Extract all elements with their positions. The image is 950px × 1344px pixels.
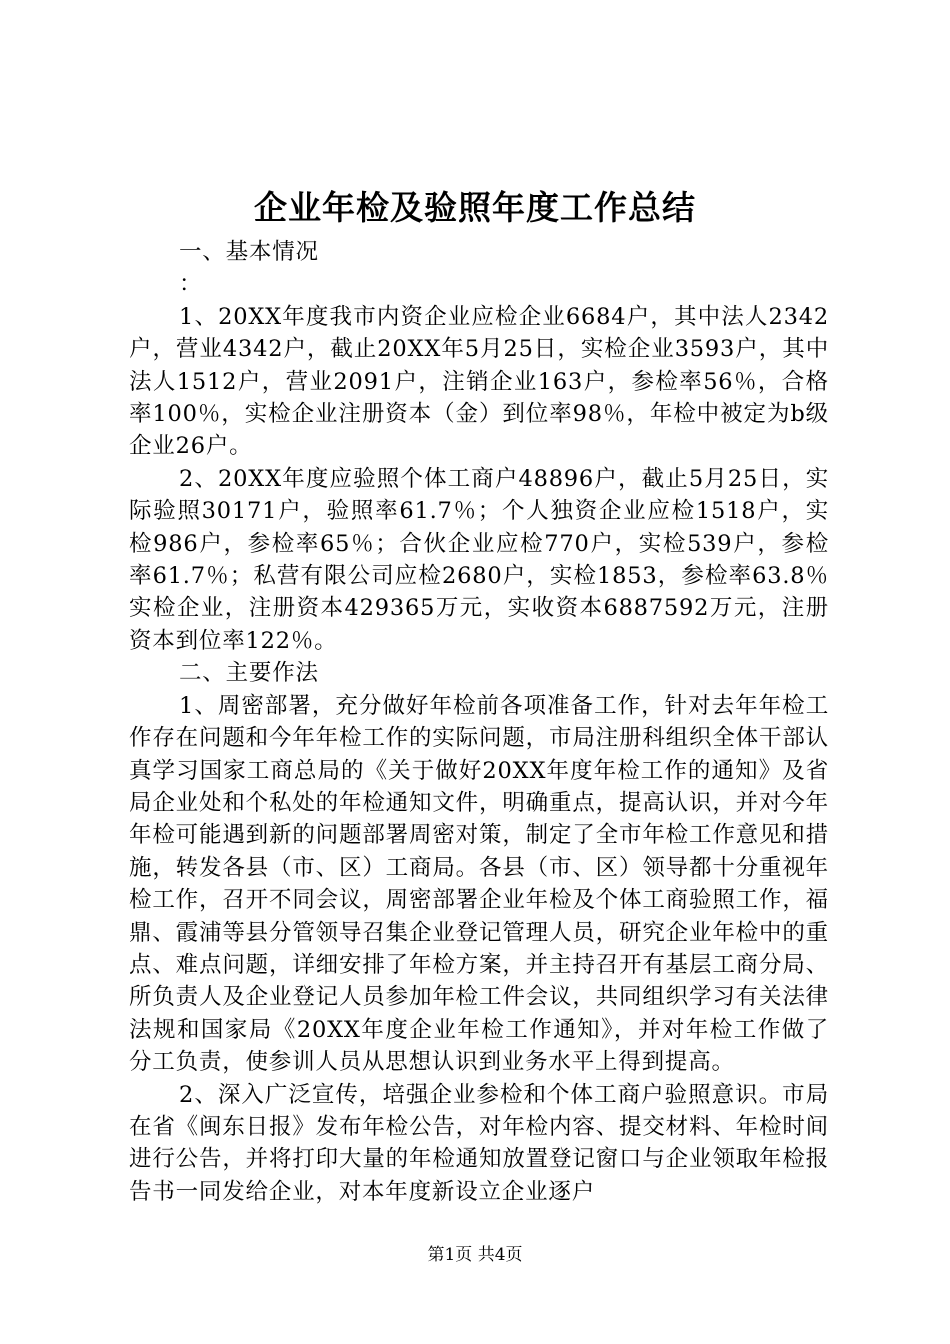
section-heading-methods: 二、主要作法 [179,660,319,687]
paragraph-method-publicity: 2、深入广泛宣传，培强企业参检和个体工商户验照意识。市局在省《闽东日报》发布年检公告，对年检内容、提交材料、年检时间进行公告，并将打印大量的年检通知放置登记窗口与企业领取年检报告书一同发给企业，对本年度新设立企业逐户 [129,1081,829,1205]
paragraph-method-deployment: 1、周密部署，充分做好年检前各项准备工作，针对去年年检工作存在问题和今年年检工作的实际问题，市局注册科组织全体干部认真学习国家工商总局的《关于做好20XX年度年检工作的通知》及省局企业处和个私处的年检通知文件，明确重点，提高认识，并对今年年检可能遇到新的问题部署周密对策，制定了全市年检工作意见和措施，转发各县（市、区）工商局。各县（市、区）领导都十分重视年检工作，召开不同会议，周密部署企业年检及个体工商验照工作，福鼎、霞浦等县分管领导召集企业登记管理人员，研究企业年检中的重点、难点问题，详细安排了年检方案，并主持召开有基层工商分局、所负责人及企业登记人员参加年检工件会议，共同组织学习有关法律法规和国家局《20XX年度企业年检工作通知》，并对年检工作做了分工负责，使参训人员从思想认识到业务水平上得到提高。 [129,692,829,1076]
document-body [129,236,829,1208]
section-heading-basic: 一、基本情况 [179,239,319,265]
page-number: 第1页 共4页 [427,1245,523,1265]
document-title: 企业年检及验照年度工作总结 [254,188,696,227]
colon-line: ： [179,271,203,298]
page-footer [0,1243,950,1267]
paragraph-enterprise-inspection: 1、20XX年度我市内资企业应检企业6684户，其中法人2342户，营业4342户，截止20XX年5月25日，实检企业3593户，其中法人1512户，营业2091户，注销企业163户，参检率56％，合格率100％，实检企业注册资本（金）到位率98％，年检中被定为b级企业26户。 [129,303,829,460]
paragraph-individual-inspection: 2、20XX年度应验照个体工商户48896户，截止5月25日，实际验照30171户，验照率61.7％；个人独资企业应检1518户，实检986户，参检率65％；合伙企业应检770户，实检539户，参检率61.7％；私营有限公司应检2680户，实检1853，参检率63.8％实检企业，注册资本429365万元，实收资本6887592万元，注册资本到位率122％。 [129,465,829,654]
